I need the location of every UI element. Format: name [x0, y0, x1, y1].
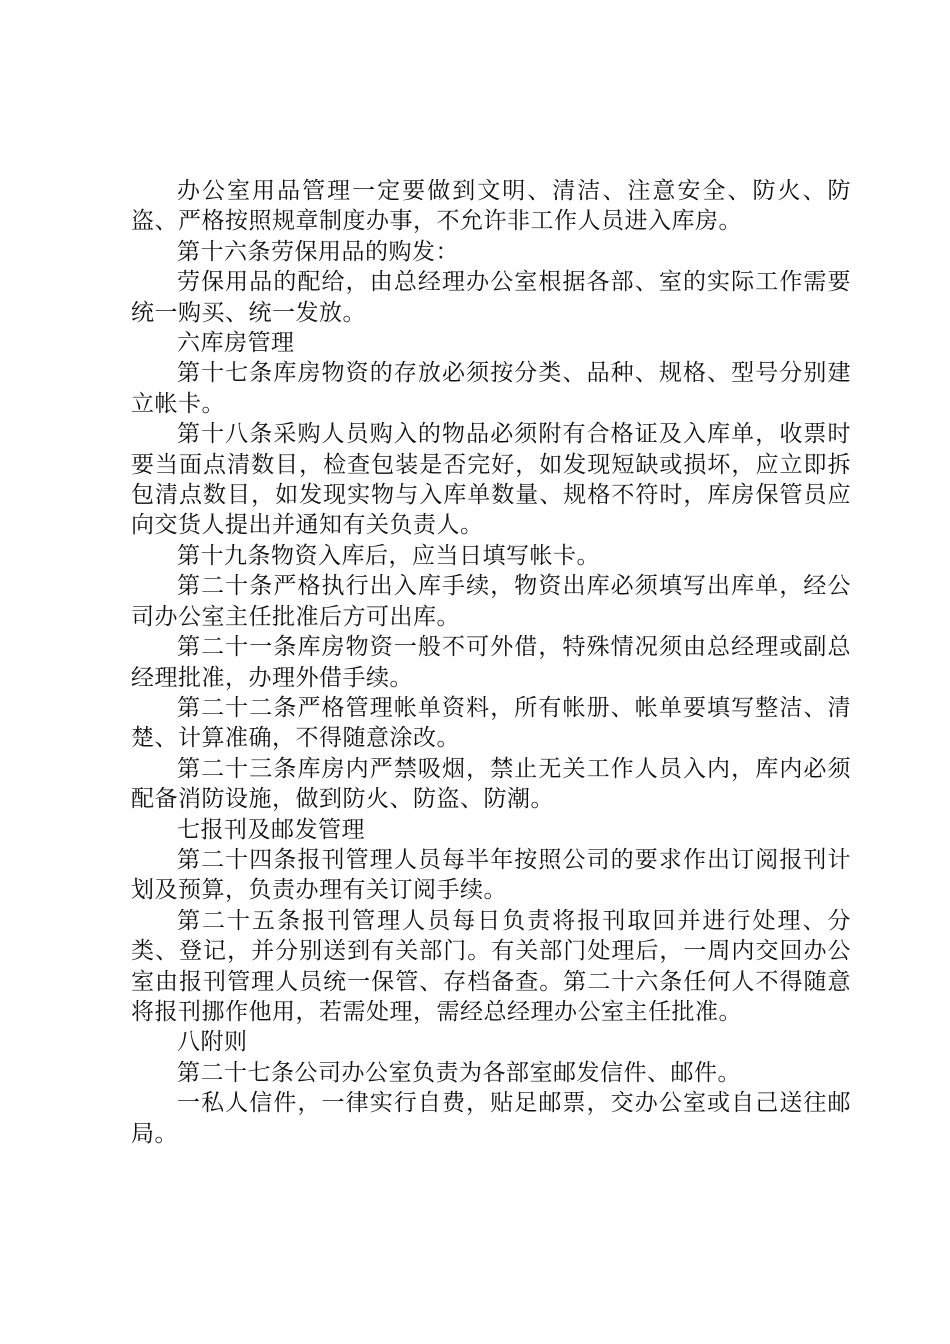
- paragraph-article-20: 第二十条严格执行出入库手续，物资出库必须填写出库单，经公司办公室主任批准后方可出库。: [131, 573, 851, 630]
- paragraph-article-19: 第十九条物资入库后，应当日填写帐卡。: [177, 542, 600, 569]
- paragraph-article-25-26: 第二十五条报刊管理人员每日负责将报刊取回并进行处理、分类、登记，并分别送到有关部门。有关部门处理后，一周内交回办公室由报刊管理人员统一保管、存档备查。第二十六条任何人不得随意将报刊挪作他用，若需处理，需经总经理办公室主任批准。: [131, 907, 851, 1025]
- paragraph-article-17: 第十七条库房物资的存放必须按分类、品种、规格、型号分别建立帐卡。: [131, 360, 851, 417]
- paragraph-article-22: 第二十二条严格管理帐单资料，所有帐册、帐单要填写整洁、清楚、计算准确，不得随意涂改。: [131, 694, 851, 752]
- section-heading-newspapers-mail: 七报刊及邮发管理: [177, 816, 365, 843]
- paragraph-private-letters: 一私人信件，一律实行自费，贴足邮票，交办公室或自己送往邮局。: [131, 1090, 851, 1147]
- paragraph-office-supplies-rules: 办公室用品管理一定要做到文明、清洁、注意安全、防火、防盗、严格按照规章制度办事，不允许非工作人员进入库房。: [131, 178, 851, 235]
- paragraph-article-18: 第十八条采购人员购入的物品必须附有合格证及入库单，收票时要当面点清数目，检查包装是否完好，如发现短缺或损坏，应立即拆包清点数目，如发现实物与入库单数量、规格不符时，库房保管员应向交货人提出并通知有关负责人。: [131, 421, 851, 539]
- section-heading-supplementary: 八附则: [177, 1029, 248, 1056]
- document-body: [131, 176, 851, 1149]
- paragraph-article-27: 第二十七条公司办公室负责为各部室邮发信件、邮件。: [177, 1059, 741, 1086]
- paragraph-article-21: 第二十一条库房物资一般不可外借，特殊情况须由总经理或副总经理批准，办理外借手续。: [131, 634, 851, 691]
- section-heading-warehouse: 六库房管理: [177, 330, 295, 357]
- paragraph-article-24: 第二十四条报刊管理人员每半年按照公司的要求作出订阅报刊计划及预算，负责办理有关订阅手续。: [131, 846, 851, 904]
- paragraph-labor-supplies: 劳保用品的配给，由总经理办公室根据各部、室的实际工作需要统一购买、统一发放。: [131, 269, 851, 326]
- paragraph-article-23: 第二十三条库房内严禁吸烟，禁止无关工作人员入内，库内必须配备消防设施，做到防火、防盗、防潮。: [131, 755, 851, 813]
- paragraph-article-16-heading: 第十六条劳保用品的购发：: [177, 238, 459, 265]
